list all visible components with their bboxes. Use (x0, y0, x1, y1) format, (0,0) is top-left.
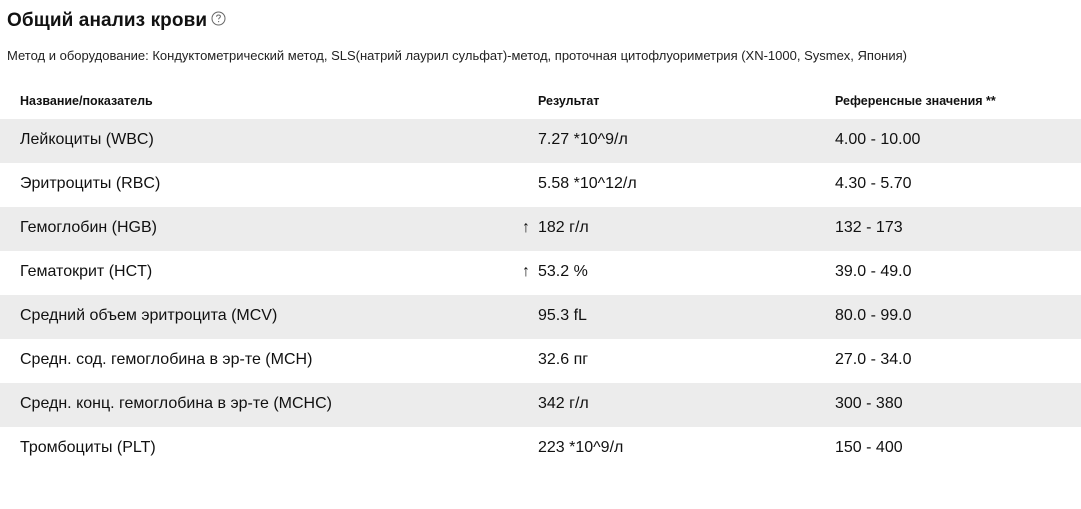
row-name: Гематокрит (HCT) (20, 263, 153, 280)
method-description: Метод и оборудование: Кондуктометрический метод, SLS(натрий лаурил сульфат)-метод, проточная цитофлуориметрия (XN-1000, Sysmex, Япония) (7, 48, 907, 63)
row-name: Лейкоциты (WBC) (20, 131, 154, 148)
column-header-name: Название/показатель (20, 94, 153, 108)
row-result: 223 *10^9/л (538, 439, 624, 456)
page-title: Общий анализ крови (7, 10, 208, 31)
row-name: Гемоглобин (HGB) (20, 219, 157, 236)
row-result: 5.58 *10^12/л (538, 175, 637, 192)
row-reference: 80.0 - 99.0 (835, 307, 912, 324)
row-name: Средн. сод. гемоглобина в эр-те (MCH) (20, 351, 313, 368)
row-reference: 4.30 - 5.70 (835, 175, 912, 192)
table-row (0, 251, 1081, 295)
table-header (0, 85, 1081, 119)
row-reference: 27.0 - 34.0 (835, 351, 912, 368)
row-result: 182 г/л (538, 219, 589, 236)
table-row (0, 427, 1081, 471)
row-reference: 300 - 380 (835, 395, 903, 412)
help-circle-icon[interactable] (211, 11, 226, 26)
row-reference: 39.0 - 49.0 (835, 263, 912, 280)
row-result: 53.2 % (538, 263, 588, 280)
row-result: 7.27 *10^9/л (538, 131, 628, 148)
row-reference: 132 - 173 (835, 219, 903, 236)
table-row (0, 295, 1081, 339)
row-reference: 4.00 - 10.00 (835, 131, 921, 148)
row-name: Средний объем эритроцита (MCV) (20, 307, 278, 324)
row-result: 342 г/л (538, 395, 589, 412)
column-header-reference: Референсные значения ** (835, 94, 996, 108)
table-row (0, 383, 1081, 427)
flag-high-icon: ↑ (522, 219, 530, 236)
row-name: Тромбоциты (PLT) (20, 439, 156, 456)
table-row (0, 163, 1081, 207)
column-header-result: Результат (538, 94, 600, 108)
results-table (0, 85, 1081, 471)
row-result: 95.3 fL (538, 307, 587, 324)
row-name: Эритроциты (RBC) (20, 175, 161, 192)
table-row (0, 339, 1081, 383)
table-row (0, 119, 1081, 163)
flag-high-icon: ↑ (522, 263, 530, 280)
row-name: Средн. конц. гемоглобина в эр-те (MCHC) (20, 395, 332, 412)
row-result: 32.6 пг (538, 351, 589, 368)
table-row (0, 207, 1081, 251)
title-row (7, 8, 226, 34)
row-reference: 150 - 400 (835, 439, 903, 456)
